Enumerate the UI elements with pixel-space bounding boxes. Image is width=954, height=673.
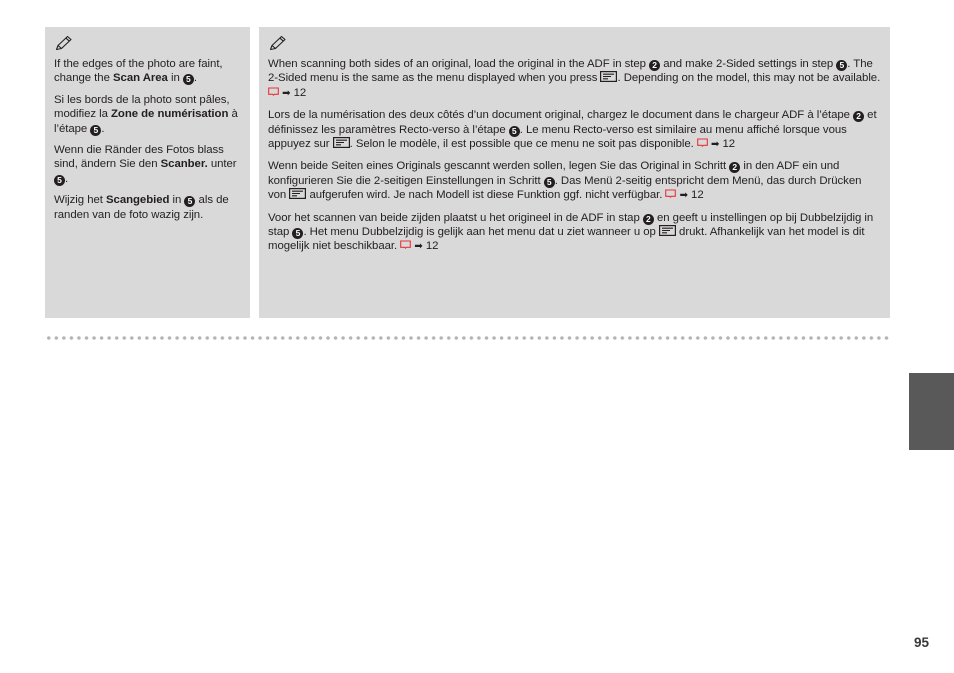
- setting-name: Scangebied: [106, 194, 170, 207]
- note-text-fr: Lors de la numérisation des deux côtés d’un document original, chargez le document dans le chargeur ADF à l’étape 2 et définissez les paramètres Recto-verso à l’étape 5 . Le menu Recto-verso est similaire au menu affiché lorsque vous appuyez sur . Selon le modèle, il est possible que ce menu ne soit pas disponible. ➡ 12: [268, 109, 877, 151]
- note-text-en: When scanning both sides of an original, load the original in the ADF in step 2 and make 2-Sided settings in step 5 . The 2-Sided menu is the same as the menu displayed when you press . Depending on the model, this may not be available. ➡ 12: [268, 58, 881, 99]
- book-reference-icon: [697, 138, 708, 147]
- note-text-nl: Voor het scannen van beide zijden plaatst u het origineel in de ADF in stap 2 en geeft u instellingen op bij Dubbelzijdig in stap 5 . Het menu Dubbelzijdig is gelijk aan het menu dat u ziet wanneer u op drukt. Afhankelijk van het model is dit mogelijk niet beschikbaar. ➡ 12: [268, 211, 874, 253]
- step-number: 5: [544, 177, 555, 188]
- setting-name: Scanber.: [160, 158, 208, 171]
- note-text-de: Wenn beide Seiten eines Originals gescannt werden sollen, legen Sie das Original in Schritt 2 in den ADF ein und konfigurieren Sie die 2-seitigen Einstellungen in Schritt 5 . Das Menü 2-seitig entspricht dem Menü, das durch Drücken von aufgerufen wird. Je nach Modell ist diese Funktion ggf. nicht verfügbar. ➡ 12: [268, 160, 862, 202]
- step-number: 2: [649, 60, 660, 71]
- book-reference-icon: [665, 189, 676, 198]
- dotted-divider: [45, 336, 890, 340]
- note-box-scan-area: [45, 27, 250, 318]
- page-reference: 12: [425, 240, 439, 253]
- note-text-nl: Wijzig het Scangebied in 5 als de randen van de foto wazig zijn.: [54, 194, 229, 221]
- page-reference: 12: [691, 189, 704, 202]
- menu-button-icon: [659, 225, 676, 236]
- pencil-icon: [268, 35, 288, 51]
- step-number: 5: [184, 196, 195, 207]
- step-number: 2: [853, 111, 864, 122]
- book-reference-icon: [268, 87, 279, 96]
- step-number: 2: [643, 214, 654, 225]
- step-number: 5: [292, 228, 303, 239]
- step-number: 5: [183, 74, 194, 85]
- book-reference-icon: [400, 240, 411, 249]
- menu-button-icon: [600, 71, 617, 82]
- note-text-fr: Si les bords de la photo sont pâles, modifiez la Zone de numérisation à l’étape 5 .: [54, 93, 238, 135]
- menu-button-icon: [333, 137, 350, 148]
- arrow-right-icon: ➡: [711, 139, 720, 151]
- step-number: 5: [54, 175, 65, 186]
- setting-name: Zone de numérisation: [111, 108, 229, 121]
- step-number: 5: [509, 126, 520, 137]
- pencil-icon: [54, 35, 74, 51]
- arrow-right-icon: ➡: [414, 241, 423, 253]
- note-box-2-sided: [259, 27, 890, 318]
- page-number: 95: [913, 635, 929, 650]
- step-number: 5: [836, 60, 847, 71]
- arrow-right-icon: ➡: [282, 87, 291, 99]
- section-side-tab: [909, 373, 954, 450]
- step-number: 2: [729, 162, 740, 173]
- note-text-de: Wenn die Ränder des Fotos blass sind, ändern Sie den Scanber. unter 5 .: [54, 144, 237, 185]
- menu-button-icon: [289, 188, 306, 199]
- page-reference: 12: [293, 86, 307, 99]
- setting-name: Scan Area: [112, 72, 168, 85]
- arrow-right-icon: ➡: [679, 190, 688, 202]
- note-text-en: If the edges of the photo are faint, change the Scan Area in 5 .: [54, 58, 223, 85]
- page-reference: 12: [722, 138, 736, 151]
- step-number: 5: [90, 125, 101, 136]
